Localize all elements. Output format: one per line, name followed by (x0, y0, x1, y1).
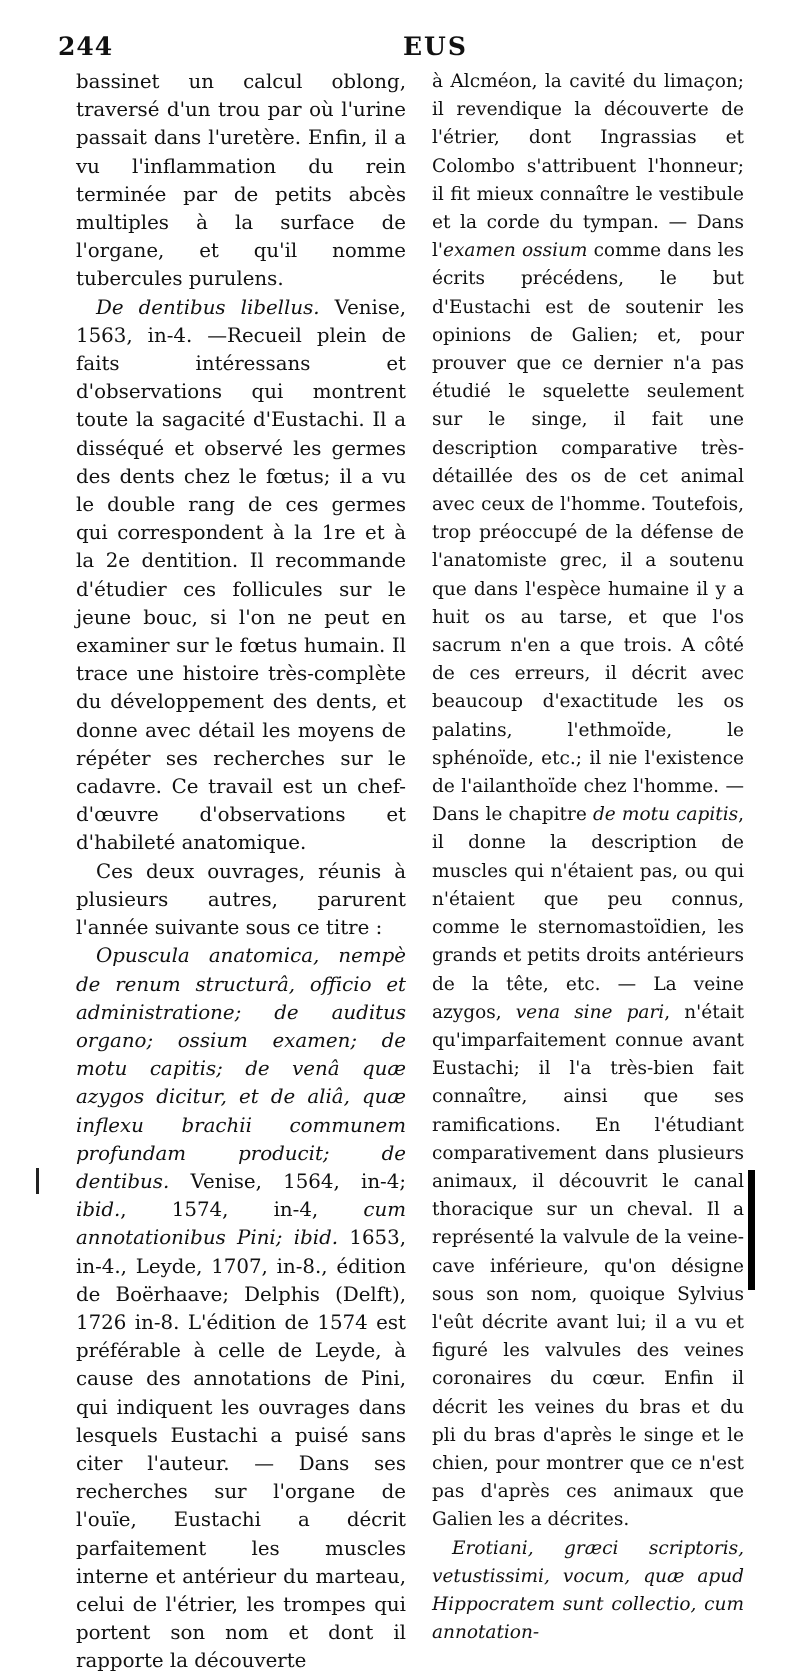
page-number: 244 (58, 32, 114, 61)
work-title-de-dentibus: De dentibus libellus. (96, 295, 320, 319)
ear-anatomy-text-3: , il donne la description de muscles qui n'étaient pas, ou qui n'étaient que peu connus, comme le sternomastoïdien, les grands et petits droits antérieurs de la tête, etc. — La veine azygos, (432, 804, 745, 1023)
paragraph-de-dentibus (76, 294, 406, 858)
scan-edge-bar (748, 1170, 755, 1290)
right-column (432, 68, 744, 1647)
opuscula-edition-text: 1653, in-4., Leyde, 1707, in-8., édition de Boërhaave; Delphis (Delft), 1726 in-8. L'édition de 1574 est préférable à celle de Leyde, à cause des annotations de Pini, qui indiquent les ouvrages dans lesquels Eustachi a puisé sans citer l'auteur. — Dans ses recherches sur l'organe de l'ouïe, Eustachi a décrit parfaitement les muscles interne et antérieur du marteau, celui de l'étrier, les trompes qui portent son nom et dont il rapporte la découverte (76, 1226, 406, 1673)
opuscula-edition-1: Venise, 1564, in-4; (169, 1169, 406, 1193)
page-header (58, 30, 748, 70)
term-examen-ossium: examen ossium (443, 240, 588, 262)
paragraph-opuscula (76, 942, 406, 1675)
paragraph-erotiani: Erotiani, græci scriptoris, vetustissimi, vocum, quæ apud Hippocratem sunt collectio, cum annotation- (432, 1537, 744, 1644)
paragraph-ear-anatomy (432, 68, 744, 1535)
paragraph-kidney-calculus: bassinet un calcul oblong, traversé d'un trou par où l'urine passait dans l'uretère. Enfin, il a vu l'inflammation du rein terminée par de petits abcès multiples à la surface de l'organe, et qu'il nomme tubercules purulens. (76, 70, 406, 291)
left-column (76, 68, 406, 1676)
ear-anatomy-text-2: comme dans les écrits précédens, le but d'Eustachi est de soutenir les opinions de Galien; et, pour prouver que ce dernier n'a pas étudié le squelette seulement sur le singe, il fait une description comparative très-détaillée des os de cet animal avec ceux de l'homme. Toutefois, trop préoccupé de la défense de l'anatomiste grec, il a soutenu que dans l'espèce humaine il y a huit os au tarse, et que l'os sacrum n'en a que trois. A côté de ces erreurs, il décrit avec beaucoup d'exactitude les os palatins, l'ethmoïde, le sphénoïde, etc.; il nie l'existence de l'ailanthoïde chez l'homme. — Dans le chapitre (432, 240, 744, 826)
opuscula-cum-annotationibus: cum annotationibus Pini; ibid. (76, 1198, 406, 1250)
paragraph-two-works: Ces deux ouvrages, réunis à plusieurs autres, parurent l'année suivante sous ce titre : (76, 859, 406, 940)
work-title-opuscula: Opuscula anatomica, nempè de renum structurâ, officio et administratione; de auditus organo; ossium examen; de motu capitis; de venâ quæ azygos dicitur, et de aliâ, quæ inflexu brachii communem profundam producit; de dentibus. (76, 944, 406, 1193)
paragraph-de-dentibus-text: Venise, 1563, in-4. —Recueil plein de faits intéressans et d'observations qui montrent toute la sagacité d'Eustachi. Il a disséqué et observé les germes des dents chez le fœtus; il a vu le double rang de ces germes qui correspondent à la 1re et à la 2e dentition. Il recommande d'étudier ces follicules sur le jeune bouc, si l'on ne peut en examiner sur le fœtus humain. Il trace une histoire très-complète du développement des dents, et donne avec détail les moyens de répéter ses recherches sur le cadavre. Ce travail est un chef-d'œuvre d'observations et d'habileté anatomique. (76, 295, 406, 855)
opuscula-edition-2: , 1574, in-4, (120, 1198, 364, 1222)
ear-anatomy-text-1: à Alcméon, la cavité du limaçon; il revendique la découverte de l'étrier, dont Ingrassias et Colombo s'attribuent l'honneur; il fit mieux connaître le vestibule et la corde du tympan. — Dans l' (432, 71, 744, 262)
term-vena-sine-pari: vena sine pari (515, 1001, 665, 1023)
margin-mark (36, 1168, 39, 1194)
term-de-motu-capitis: de motu capitis (592, 804, 739, 826)
running-head: EUS (403, 32, 468, 61)
ear-anatomy-text-4: , n'était qu'imparfaitement connue avant Eustachi; il l'a très-bien fait connaître, ainsi que ses ramifications. En l'étudiant comparativement dans plusieurs animaux, il découvrit le canal thoracique sur un cheval. Il a représenté la valvule de la veine-cave inférieure, qu'on désigne sous son nom, quoique Sylvius l'eût décrite avant lui; il a vu et figuré les valvules des veines coronaires du cœur. Enfin il décrit les veines du bras et du pli du bras d'après le singe et le chien, pour montrer que ce n'est pas d'après ces animaux que Galien les a décrites. (432, 1001, 745, 1531)
opuscula-ibid: ibid. (76, 1198, 121, 1222)
